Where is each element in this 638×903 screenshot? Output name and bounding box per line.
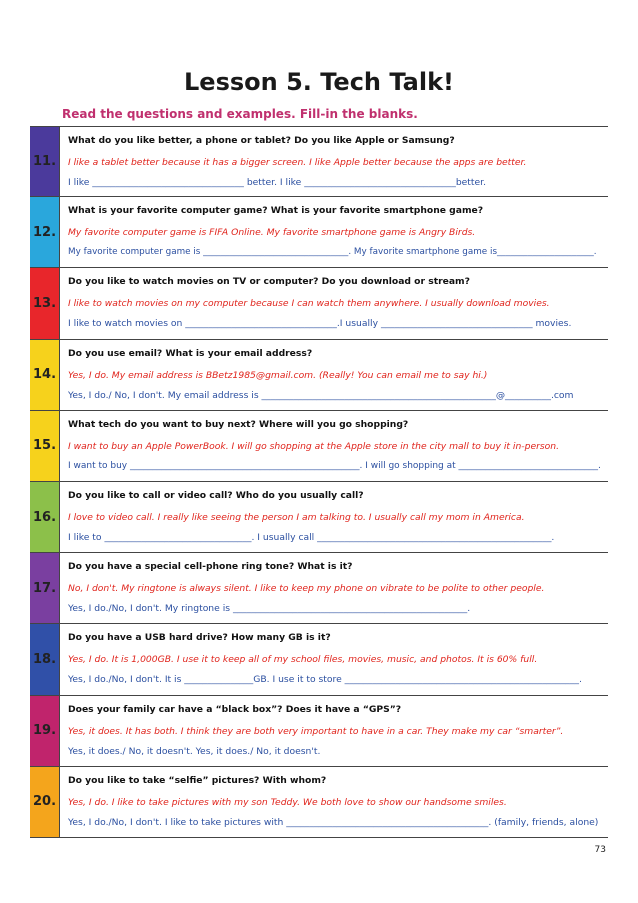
question-number: 19. — [30, 696, 59, 766]
fill-in-blank[interactable]: Yes, I do./No, I don't. I like to take pictures with ____________________________________________. (family, friends, alone) — [68, 816, 599, 828]
question-number: 11. — [30, 127, 59, 196]
question-number: 16. — [30, 482, 59, 552]
page-title: Lesson 5. Tech Talk! — [184, 68, 454, 96]
question-text: What is your favorite computer game? What is your favorite smartphone game? — [68, 205, 484, 217]
question-number: 14. — [30, 340, 59, 410]
question-number: 17. — [30, 553, 59, 623]
row-content — [59, 197, 608, 267]
question-number: 18. — [30, 624, 59, 694]
question-text: Do you like to take “selfie” pictures? With whom? — [68, 774, 327, 786]
example-answer: No, I don't. My ringtone is always silent. I like to keep my phone on vibrate to be polite to other people. — [68, 583, 545, 595]
exercise-row — [30, 482, 608, 553]
question-text: Do you have a USB hard drive? How many GB is it? — [68, 632, 331, 644]
fill-in-blank[interactable]: I like to watch movies on _________________________________.I usually _________________________________ movies. — [68, 318, 572, 330]
row-content — [59, 696, 608, 766]
row-content — [59, 268, 608, 338]
row-content — [59, 411, 608, 481]
exercise-table — [30, 126, 608, 838]
question-text: Do you like to watch movies on TV or computer? Do you download or stream? — [68, 276, 470, 288]
exercise-row — [30, 553, 608, 624]
page-number: 73 — [594, 845, 606, 855]
example-answer: My favorite computer game is FIFA Online. My favorite smartphone game is Angry Birds. — [68, 227, 476, 239]
exercise-row — [30, 197, 608, 268]
example-answer: I want to buy an Apple PowerBook. I will go shopping at the Apple store in the city mall to buy it in-person. — [68, 440, 560, 452]
exercise-row — [30, 624, 608, 695]
exercise-row — [30, 411, 608, 482]
exercise-row — [30, 767, 608, 838]
row-content — [59, 553, 608, 623]
exercise-row — [30, 340, 608, 411]
example-answer: I love to video call. I really like seeing the person I am talking to. I usually call my mom in America. — [68, 511, 525, 523]
question-number: 12. — [30, 197, 59, 267]
row-content — [59, 127, 608, 196]
fill-in-blank[interactable]: I want to buy ___________________________________________________. I will go shopping at _______________________________. — [68, 460, 601, 471]
exercise-row — [30, 696, 608, 767]
fill-in-blank[interactable]: Yes, I do./No, I don't. My ringtone is ___________________________________________________. — [68, 603, 471, 615]
exercise-row — [30, 268, 608, 339]
example-answer: Yes, I do. It is 1,000GB. I use it to keep all of my school files, movies, music, and photos. It is 60% full. — [68, 654, 538, 666]
exercise-row — [30, 126, 608, 197]
instructions: Read the questions and examples. Fill-in the blanks. — [62, 107, 418, 121]
question-number: 20. — [30, 767, 59, 837]
example-answer: I like a tablet better because it has a bigger screen. I like Apple better because the apps are better. — [68, 157, 527, 168]
fill-in-blank[interactable]: Yes, I do./No, I don't. It is _______________GB. I use it to store ___________________________________________________. — [68, 674, 582, 686]
row-content — [59, 767, 608, 837]
example-answer: Yes, it does. It has both. I think they are both very important to have in a car. They make my car “smarter”. — [68, 725, 564, 737]
fill-in-blank[interactable]: I like to ________________________________. I usually call ___________________________________________________. — [68, 531, 555, 543]
example-answer: I like to watch movies on my computer because I can watch them anywhere. I usually download movies. — [68, 298, 550, 310]
row-content — [59, 624, 608, 694]
question-text: What do you like better, a phone or tablet? Do you like Apple or Samsung? — [68, 135, 455, 146]
row-content — [59, 482, 608, 552]
question-text: Does your family car have a “black box”? Does it have a “GPS”? — [68, 703, 402, 715]
question-number: 15. — [30, 411, 59, 481]
fill-in-blank[interactable]: Yes, it does./ No, it doesn't. Yes, it does./ No, it doesn't. — [68, 745, 321, 757]
row-content — [59, 340, 608, 410]
fill-in-blank[interactable]: Yes, I do./ No, I don't. My email address is ___________________________________________________@__________.com — [68, 389, 574, 401]
question-text: Do you like to call or video call? Who do you usually call? — [68, 489, 364, 501]
question-number: 13. — [30, 268, 59, 338]
question-text: What tech do you want to buy next? Where will you go shopping? — [68, 418, 409, 430]
question-text: Do you have a special cell-phone ring tone? What is it? — [68, 561, 353, 573]
fill-in-blank[interactable]: I like _________________________________ better. I like _________________________________better. — [68, 177, 487, 188]
question-text: Do you use email? What is your email address? — [68, 347, 313, 359]
example-answer: Yes, I do. I like to take pictures with my son Teddy. We both love to show our handsome smiles. — [68, 796, 507, 808]
fill-in-blank[interactable]: My favorite computer game is _________________________________. My favorite smartphone game is______________________. — [68, 247, 597, 258]
example-answer: Yes, I do. My email address is BBetz1985@gmail.com. (Really! You can email me to say hi.) — [68, 369, 488, 381]
